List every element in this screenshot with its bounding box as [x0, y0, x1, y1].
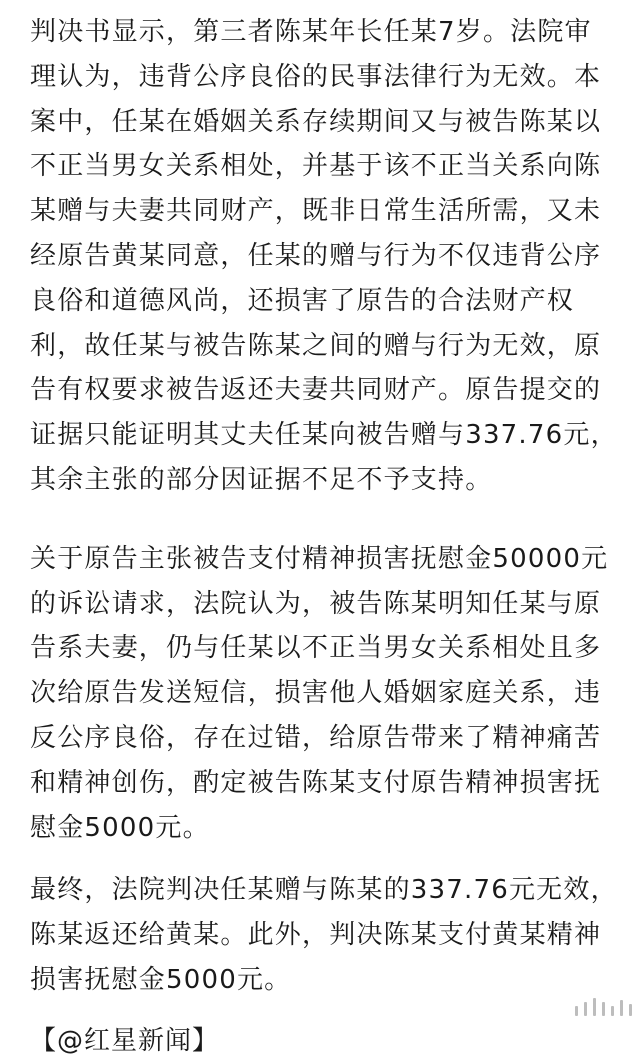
- source-credit: 【@红星新闻】: [30, 1025, 220, 1056]
- paragraph-compensation: 关于原告主张被告支付精神损害抚慰金50000元的诉讼请求，法院认为，被告陈某明知任某与原告系夫妻，仍与任某以不正当男女关系相处且多次给原告发送短信，损害他人婚姻家庭关系，违反公序良俗，存在过错，给原告带来了精神痛苦和精神创伤，酌定被告陈某支付原告精神损害抚慰金5000元。: [30, 543, 609, 843]
- paragraph-final-judgment: 最终，法院判决任某赠与陈某的337.76元无效，陈某返还给黄某。此外，判决陈某支付黄某精神损害抚慰金5000元。: [30, 875, 618, 995]
- watermark-bars-icon: [575, 998, 632, 1016]
- article-body: [30, 10, 618, 1063]
- paragraph-verdict: 判决书显示，第三者陈某年长任某7岁。法院审理认为，违背公序良俗的民事法律行为无效。本案中，任某在婚姻关系存续期间又与被告陈某以不正当男女关系相处，并基于该不正当关系向陈某赠与夫妻共同财产，既非日常生活所需，又未经原告黄某同意，任某的赠与行为不仅违背公序良俗和道德风尚，还损害了原告的合法财产权利，故任某与被告陈某之间的赠与行为无效，原告有权要求被告返还夫妻共同财产。原告提交的证据只能证明其丈夫任某向被告赠与337.76元，其余主张的部分因证据不足不予支持。: [30, 17, 618, 495]
